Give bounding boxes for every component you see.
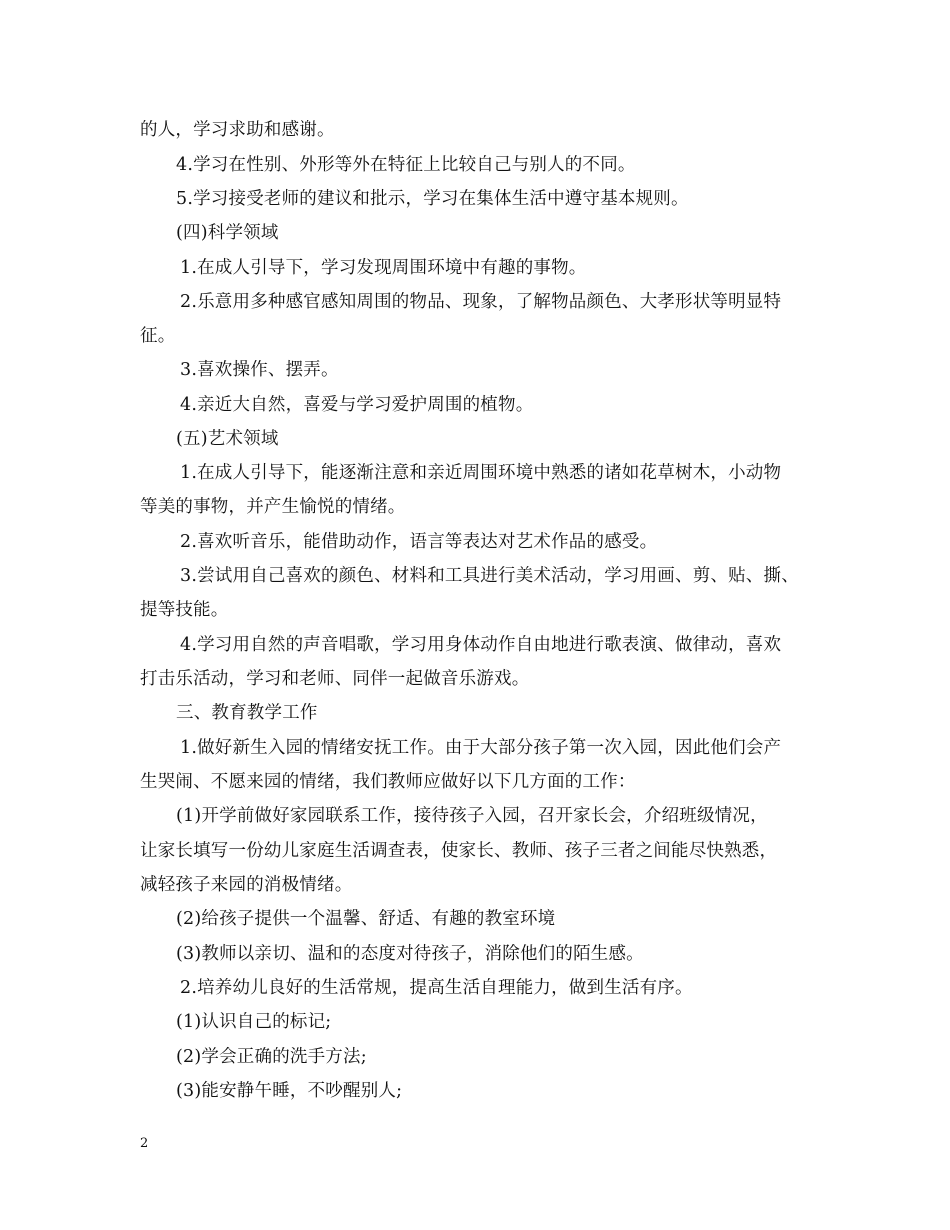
- text-line: (2)给孩子提供一个温馨、舒适、有趣的教室环境: [176, 909, 556, 929]
- section-heading: (五)艺术领域: [176, 429, 279, 449]
- text-line: 5.学习接受老师的建议和批示，学习在集体生活中遵守基本规则。: [176, 189, 689, 209]
- text-line: 1.做好新生入园的情绪安抚工作。由于大部分孩子第一次入园，因此他们会产: [180, 738, 782, 758]
- text-line: 等美的事物，并产生愉悦的情绪。: [140, 497, 406, 517]
- page-number: 2: [140, 1136, 149, 1151]
- text-line: (3)能安静午睡，不吵醒别人;: [176, 1081, 403, 1101]
- text-line: 征。: [140, 326, 176, 346]
- text-line: 2.乐意用多种感官感知周围的物品、现象，了解物品颜色、大孝形状等明显特: [180, 292, 782, 312]
- text-line: (2)学会正确的洗手方法;: [176, 1047, 367, 1067]
- text-line: 2.培养幼儿良好的生活常规，提高生活自理能力，做到生活有序。: [180, 978, 693, 998]
- section-heading: 三、教育教学工作: [176, 703, 318, 723]
- text-line: 1.在成人引导下，学习发现周围环境中有趣的事物。: [180, 258, 587, 278]
- text-line: 1.在成人引导下，能逐渐注意和亲近周围环境中熟悉的诸如花草树木，小动物: [180, 463, 782, 483]
- text-line: 生哭闹、不愿来园的情绪，我们教师应做好以下几方面的工作：: [140, 772, 636, 792]
- text-line: 4.学习在性别、外形等外在特征上比较自己与别人的不同。: [176, 155, 636, 175]
- text-line: (1)开学前做好家园联系工作，接待孩子入园，召开家长会，介绍班级情况，: [176, 806, 768, 826]
- text-line: 4.学习用自然的声音唱歌，学习用身体动作自由地进行歌表演、做律动，喜欢: [180, 635, 782, 655]
- text-line: (3)教师以亲切、温和的态度对待孩子，消除他们的陌生感。: [176, 944, 644, 964]
- text-line: 提等技能。: [140, 600, 229, 620]
- text-line: 3.喜欢操作、摆弄。: [180, 360, 339, 380]
- text-line: 让家长填写一份幼儿家庭生活调查表，使家长、教师、孩子三者之间能尽快熟悉，: [140, 841, 778, 861]
- text-line: 2.喜欢听音乐，能借助动作，语言等表达对艺术作品的感受。: [180, 532, 658, 552]
- section-heading: (四)科学领域: [176, 223, 279, 243]
- text-line: (1)认识自己的标记;: [176, 1012, 332, 1032]
- text-line: 的人，学习求助和感谢。: [140, 120, 335, 140]
- text-line: 减轻孩子来园的消极情绪。: [140, 875, 353, 895]
- text-line: 打击乐活动，学习和老师、同伴一起做音乐游戏。: [140, 669, 530, 689]
- text-line: 3.尝试用自己喜欢的颜色、材料和工具进行美术活动，学习用画、剪、贴、撕、: [180, 566, 799, 586]
- text-line: 4.亲近大自然，喜爱与学习爱护周围的植物。: [180, 395, 534, 415]
